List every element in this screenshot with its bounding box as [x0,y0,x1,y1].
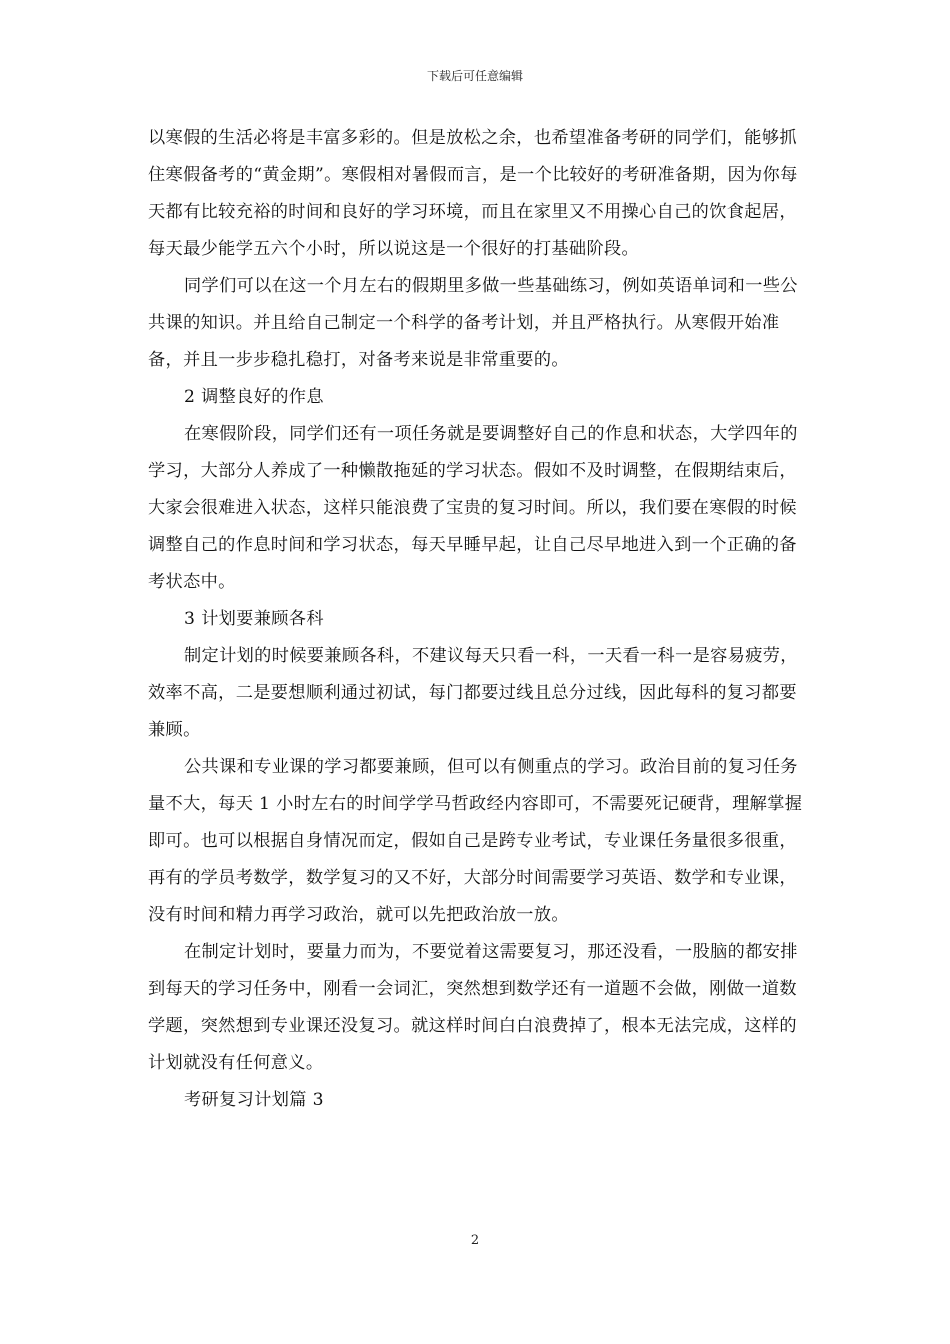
section-heading: 3 计划要兼顾各科 [184,609,324,629]
paragraph-continuation: 以寒假的生活必将是丰富多彩的。但是放松之余，也希望准备考研的同学们，能够抓住寒假备考的“黄金期”。寒假相对暑假而言，是一个比较好的考研准备期，因为你每天都有比较充裕的时间和良好的学习环境，而且在家里又不用操心自己的饮食起居，每天最少能学五六个小时，所以说这是一个很好的打基础阶段。 [148,128,798,259]
paragraph: 公共课和专业课的学习都要兼顾，但可以有侧重点的学习。政治目前的复习任务量不大，每天 1 小时左右的时间学学马哲政经内容即可，不需要死记硬背，理解掌握即可。也可以根据自身情况而定，假如自己是跨专业考试，专业课任务量很多很重，再有的学员考数学，数学复习的又不好，大部分时间需要学习英语、数学和专业课，没有时间和精力再学习政治，就可以先把政治放一放。 [148,757,803,925]
section-heading: 2 调整良好的作息 [184,387,324,407]
section-heading: 考研复习计划篇 3 [184,1090,324,1110]
page-number: 2 [470,1233,480,1248]
paragraph: 在寒假阶段，同学们还有一项任务就是要调整好自己的作息和状态，大学四年的学习，大部分人养成了一种懒散拖延的学习状态。假如不及时调整，在假期结束后，大家会很难进入状态，这样只能浪费了宝贵的复习时间。所以，我们要在寒假的时候调整自己的作息时间和学习状态，每天早睡早起，让自己尽早地进入到一个正确的备考状态中。 [148,424,798,592]
paragraph: 在制定计划时，要量力而为，不要觉着这需要复习，那还没看，一股脑的都安排到每天的学习任务中，刚看一会词汇，突然想到数学还有一道题不会做，刚做一道数学题，突然想到专业课还没复习。就这样时间白白浪费掉了，根本无法完成，这样的计划就没有任何意义。 [148,942,798,1073]
page-header: 下载后可任意编辑 [426,69,523,83]
paragraph: 同学们可以在这一个月左右的假期里多做一些基础练习，例如英语单词和一些公共课的知识。并且给自己制定一个科学的备考计划，并且严格执行。从寒假开始准备，并且一步步稳扎稳打，对备考来说是非常重要的。 [148,276,798,370]
paragraph: 制定计划的时候要兼顾各科，不建议每天只看一科，一天看一科一是容易疲劳，效率不高，二是要想顺利通过初试，每门都要过线且总分过线，因此每科的复习都要兼顾。 [148,646,798,740]
document-body [148,120,808,1119]
